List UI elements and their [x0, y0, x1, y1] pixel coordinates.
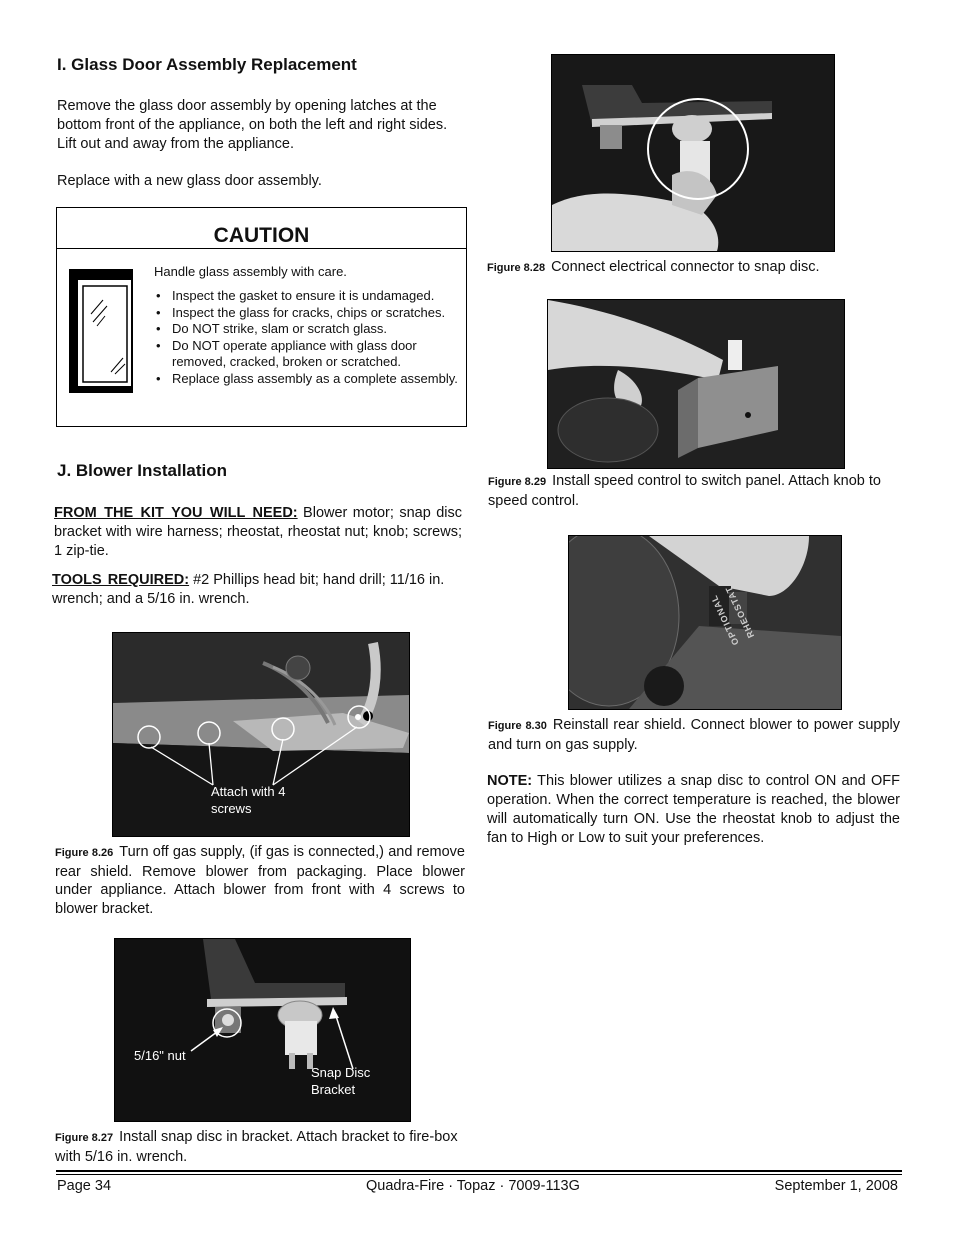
figure-8-26-label: Figure 8.26 [55, 847, 114, 859]
footer-rule-thick [56, 1170, 902, 1172]
section-i-line-1: Remove the glass door assembly by opening latches at the [57, 98, 437, 114]
kit-paragraph [54, 504, 462, 561]
section-j-heading: J. Blower Installation [57, 461, 228, 480]
page-number: Page 34 [57, 1178, 112, 1194]
tools-label: TOOLS REQUIRED: [52, 572, 190, 588]
figure-8-29-caption [488, 472, 902, 510]
section-i-line-2: bottom front of the appliance, on both the left and right sides. [57, 117, 448, 133]
figure-8-29-text: Install speed control to switch panel. Attach knob to speed control. [488, 473, 881, 509]
caution-box [56, 207, 467, 427]
rheostat-photo-art [569, 536, 841, 709]
kit-text: Blower motor; snap disc bracket with wire harness; rheostat, rheostat nut; knob; screws; 1 zip-tie. [54, 505, 462, 559]
figure-8-28-caption [487, 258, 902, 278]
note-text: This blower utilizes a snap disc to control ON and OFF operation. When the correct temperature is reached, the blower will automatically turn ON. Use the rheostat knob to adjust the fan to High or Low to suit your preferences. [487, 773, 900, 846]
note-label: NOTE: [487, 773, 533, 789]
figure-8-30-text: Reinstall rear shield. Connect blower to power supply and turn on gas supply. [488, 717, 901, 753]
caution-item: • Inspect the glass for cracks, chips or scratches. [154, 305, 459, 322]
figure-8-30-caption [488, 716, 900, 754]
figure-8-30-photo [568, 535, 842, 710]
figure-8-28-text: Connect electrical connector to snap disc. [551, 259, 820, 275]
footer-date: September 1, 2008 [774, 1178, 898, 1194]
figure-8-29-photo [547, 299, 845, 469]
snap-disc-bracket-callout: Snap Disc Bracket [311, 1065, 371, 1097]
tools-text: #2 Phillips head bit; hand drill; 11/16 in. wrench; and a 5/16 in. wrench. [52, 572, 445, 607]
figure-8-27-label: Figure 8.27 [55, 1132, 114, 1144]
tools-paragraph [52, 571, 466, 609]
figure-8-27-caption [55, 1128, 467, 1166]
caution-title: CAUTION [57, 208, 466, 249]
caution-item: • Do NOT operate appliance with glass door removed, cracked, broken or scratched. [154, 338, 459, 371]
section-i-paragraph [57, 97, 477, 154]
figure-8-30-label: Figure 8.30 [488, 720, 547, 732]
figure-8-26-text: Turn off gas supply, (if gas is connected,) and remove rear shield. Remove blower from packaging. Place blower under appliance. Attach blower from front with 4 screws to blower bracket. [55, 844, 465, 917]
nut-callout: 5/16" nut [134, 1048, 186, 1063]
kit-label: FROM THE KIT YOU WILL NEED: [54, 505, 298, 521]
figure-8-26-photo [112, 632, 410, 837]
figure-8-28-label: Figure 8.28 [487, 262, 546, 274]
footer-rule-thin [56, 1174, 902, 1175]
section-i-line-3: Lift out and away from the appliance. [57, 136, 294, 152]
screws-callout: Attach with 4 screws [211, 784, 286, 816]
figure-8-27-photo [114, 938, 411, 1122]
caution-intro: Handle glass assembly with care. [154, 264, 347, 279]
caution-item: • Replace glass assembly as a complete assembly. [154, 371, 459, 388]
connector-photo-art [552, 55, 834, 251]
section-i-replace-text: Replace with a new glass door assembly. [57, 173, 322, 189]
glass-door-icon [69, 268, 133, 394]
section-i-heading: I. Glass Door Assembly Replacement [57, 55, 357, 74]
note-paragraph [487, 772, 900, 848]
caution-item: • Do NOT strike, slam or scratch glass. [154, 321, 459, 338]
figure-8-28-photo [551, 54, 835, 252]
rheostat-panel-label: OPTIONAL RHEOSTAT [708, 584, 757, 647]
footer-document-id: Quadra-Fire · Topaz · 7009-113G [366, 1178, 580, 1194]
figure-8-29-label: Figure 8.29 [488, 476, 547, 488]
figure-8-26-caption [55, 843, 465, 918]
speed-control-photo-art [548, 300, 844, 468]
caution-item: • Inspect the gasket to ensure it is undamaged. [154, 288, 459, 305]
caution-list [154, 288, 459, 387]
figure-8-27-text: Install snap disc in bracket. Attach bracket to fire-box with 5/16 in. wrench. [55, 1129, 458, 1165]
